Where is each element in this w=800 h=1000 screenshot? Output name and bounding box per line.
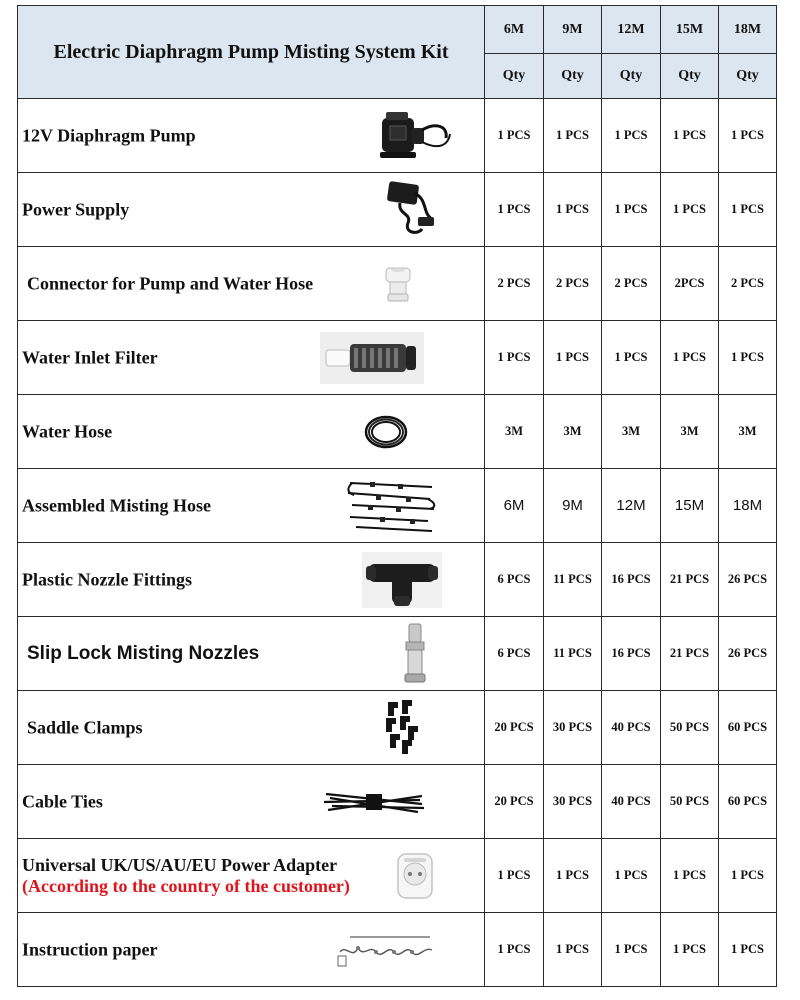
qty-cell: 20 PCS [485,765,544,839]
qty-cell: 21 PCS [661,617,719,691]
item-name [22,855,350,897]
qty-cell: 3M [661,395,719,469]
size-header: 9M [544,6,602,54]
table-row [18,691,777,765]
item-note: (According to the country of the customer) [22,875,350,896]
qty-cell: 30 PCS [544,691,602,765]
qty-cell: 60 PCS [719,691,777,765]
table-row [18,765,777,839]
saddle-clamps-icon [382,698,422,758]
item-name: Water Hose [22,421,113,441]
item-cell [18,913,485,987]
qty-cell: 1 PCS [661,99,719,173]
qty-cell: 1 PCS [661,321,719,395]
qty-cell: 3M [602,395,661,469]
item-name: Power Supply [22,199,130,219]
item-cell [18,617,485,691]
item-cell [18,469,485,543]
item-cell [18,691,485,765]
qty-cell: 1 PCS [602,839,661,913]
size-header: 12M [602,6,661,54]
qty-cell: 1 PCS [544,99,602,173]
table-row [18,913,777,987]
qty-cell: 16 PCS [602,543,661,617]
table-row [18,321,777,395]
qty-cell: 2PCS [661,247,719,321]
connector-icon [378,262,422,306]
item-cell [18,321,485,395]
item-cell [18,543,485,617]
qty-cell: 50 PCS [661,691,719,765]
table-row [18,173,777,247]
table-row [18,543,777,617]
qty-cell: 1 PCS [485,321,544,395]
nozzle-icon [400,622,430,686]
table-row [18,617,777,691]
item-name: Plastic Nozzle Fittings [22,569,192,589]
qty-cell: 1 PCS [602,173,661,247]
qty-cell: 11 PCS [544,543,602,617]
qty-cell: 6 PCS [485,543,544,617]
qty-cell: 1 PCS [485,839,544,913]
kit-table [17,5,777,987]
item-name: Water Inlet Filter [22,347,158,367]
item-cell [18,395,485,469]
qty-cell: 26 PCS [719,543,777,617]
qty-cell: 26 PCS [719,617,777,691]
power-supply-icon [378,179,442,241]
qty-cell: 20 PCS [485,691,544,765]
qty-header: Qty [485,54,544,99]
cable-ties-icon [322,782,426,822]
table-row [18,99,777,173]
qty-cell: 1 PCS [719,321,777,395]
qty-cell: 1 PCS [661,173,719,247]
qty-cell: 18M [719,469,777,543]
qty-cell: 21 PCS [661,543,719,617]
qty-cell: 2 PCS [485,247,544,321]
table-row [18,839,777,913]
qty-cell: 2 PCS [719,247,777,321]
qty-cell: 1 PCS [602,99,661,173]
qty-cell: 2 PCS [544,247,602,321]
qty-cell: 3M [544,395,602,469]
qty-cell: 50 PCS [661,765,719,839]
qty-cell: 1 PCS [602,913,661,987]
qty-header: Qty [661,54,719,99]
misting-hose-icon [346,477,436,535]
item-cell [18,173,485,247]
item-name: 12V Diaphragm Pump [22,125,196,145]
qty-header: Qty [544,54,602,99]
table-row [18,395,777,469]
qty-cell: 2 PCS [602,247,661,321]
size-header: 15M [661,6,719,54]
qty-cell: 1 PCS [661,839,719,913]
diaphragm-pump-icon [374,108,454,164]
qty-cell: 3M [719,395,777,469]
qty-cell: 1 PCS [719,99,777,173]
qty-cell: 1 PCS [719,173,777,247]
qty-cell: 6M [485,469,544,543]
item-cell [18,765,485,839]
power-adapter-icon [394,850,436,902]
table-row [18,247,777,321]
item-cell [18,839,485,913]
hose-coil-icon [362,412,410,452]
qty-cell: 1 PCS [719,839,777,913]
item-name: Cable Ties [22,791,103,811]
qty-cell: 40 PCS [602,691,661,765]
inlet-filter-icon [320,332,424,384]
size-header-row [18,6,777,54]
qty-cell: 1 PCS [719,913,777,987]
item-cell [18,99,485,173]
qty-header: Qty [602,54,661,99]
qty-cell: 60 PCS [719,765,777,839]
size-header: 6M [485,6,544,54]
item-name: Saddle Clamps [27,717,143,737]
tee-fitting-icon [362,552,442,608]
instruction-diagram-icon [336,930,436,970]
item-name: Connector for Pump and Water Hose [27,273,314,293]
item-name: Instruction paper [22,939,158,959]
qty-cell: 30 PCS [544,765,602,839]
qty-cell: 11 PCS [544,617,602,691]
qty-cell: 1 PCS [485,173,544,247]
qty-cell: 1 PCS [544,173,602,247]
qty-cell: 6 PCS [485,617,544,691]
qty-cell: 1 PCS [602,321,661,395]
qty-cell: 1 PCS [544,321,602,395]
qty-cell: 1 PCS [544,913,602,987]
qty-cell: 15M [661,469,719,543]
qty-cell: 1 PCS [544,839,602,913]
item-cell [18,247,485,321]
table-row [18,469,777,543]
item-name: Assembled Misting Hose [22,495,211,515]
item-name: Slip Lock Misting Nozzles [27,642,260,664]
qty-cell: 3M [485,395,544,469]
size-header: 18M [719,6,777,54]
qty-cell: 16 PCS [602,617,661,691]
qty-header: Qty [719,54,777,99]
qty-cell: 1 PCS [661,913,719,987]
kit-title: Electric Diaphragm Pump Misting System Kit [18,6,485,99]
item-name-text: Universal UK/US/AU/EU Power Adapter [22,854,338,875]
qty-cell: 9M [544,469,602,543]
qty-cell: 1 PCS [485,913,544,987]
qty-cell: 1 PCS [485,99,544,173]
qty-cell: 12M [602,469,661,543]
qty-cell: 40 PCS [602,765,661,839]
